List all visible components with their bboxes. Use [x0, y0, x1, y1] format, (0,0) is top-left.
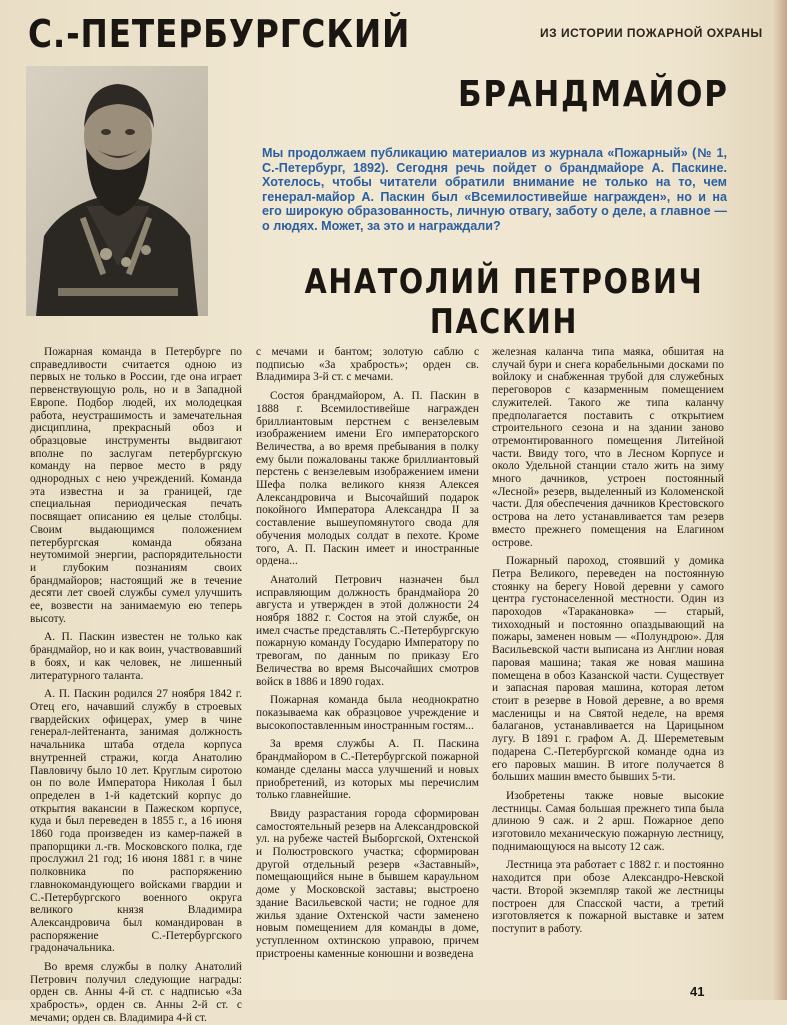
- paragraph: За время службы А. П. Паскина брандмайором в С.-Петербургской пожарной команде сделаны масса улучшений и новых приобретений, из которых мы перечислим только главнейшие.: [256, 738, 479, 802]
- section-label: ИЗ ИСТОРИИ ПОЖАРНОЙ ОХРАНЫ: [540, 26, 763, 40]
- paragraph: Пожарная команда была неоднократно показываема как образцовое учреждение и высокопоставленным иностранным гостям...: [256, 694, 479, 732]
- paragraph: А. П. Паскин родился 27 ноября 1842 г. Отец его, начавший службу в строевых гвардейских офицерах, умер в чине генерал-лейтенанта, занимая должность начальника штаба отдела корпуса внутренней стражи, когда Анатолию Павловичу было 10 лет. Круглым сиротою он по воле Императора Николая I был определен в 1-й кадетский корпус до открытия вакансии в Пажеском корпусе, куда и был переведен в 1855 г., а 16 июня 1860 года произведен из камер-пажей в прапорщики л.-гв. Московского полка, где прослужил 21 год; 16 июня 1881 г. в чине полковника по распоряжению главнокомандующего войсками гвардии и С.-Петербургского военного округа великого князя Владимира Александровича был командирован в распоряжение С.-Петербургского градоначальника.: [30, 688, 242, 955]
- paragraph: Лестница эта работает с 1882 г. и постоянно находится при обозе Александро-Невской части. Второй экземпляр такой же лестницы построен для Спасской части, а третий изготовляется к пожарной выставке и затем поступит в работу.: [492, 859, 724, 935]
- title-second: БРАНДМАЙОР: [458, 74, 729, 115]
- paragraph-continued: с мечами и бантом; золотую саблю с подписью «За храбрость»; орден св. Владимира 3-й ст. с мечами.: [256, 346, 479, 384]
- page-number: 41: [690, 984, 705, 999]
- paragraph: Изобретены также новые высокие лестницы. Самая большая прежнего типа была длиною 9 саж. и 2 арш. Пожарное депо изготовило механическую пожарную лестницу, поднимающуюся на высоту 12 саж.: [492, 789, 724, 853]
- portrait-illustration: [26, 66, 208, 316]
- text-column-1: [30, 346, 242, 1025]
- article-heading: [254, 262, 754, 342]
- lead-paragraph: Мы продолжаем публикацию материалов из журнала «Пожарный» (№ 1, С.-Петербург, 1892). Сегодня речь пойдет о брандмайоре А. Паскине. Хотелось, чтобы читатели обратили внимание не только на то, чем генерал-майор А. Паскин был «Всемилостивейше награжден», но и на его широкую образованность, личную отвагу, заботу о деле, а главное — о людях. Может, за это и награждали?: [262, 146, 727, 233]
- text-column-3: [492, 346, 724, 936]
- paragraph: Пожарная команда в Петербурге по справедливости считается одною из первых не только в России, где она играет первенствующую роль, но и в Западной Европе. Подбор людей, их молодецкая работа, неустрашимость и замечательная дисциплина, прекрасный обоз и образцовые инструменты выдвигают вполне по заслугам петербургскую команду на первое место в ряду однородных с нею учреждений. Команда эта известна и за границей, где специальная периодическая печать посвящает описанию ея целые столбцы. Своим выдающимся положением петербургская команда обязана неутомимой энергии, распорядительности и глубоким познаниям своих брандмайоров; настоящий же в течение десяти лет своей службы сумел улучшить ее, возвести на занимаемую ею теперь высоту.: [30, 346, 242, 625]
- heading-first-line: АНАТОЛИЙ ПЕТРОВИЧ: [304, 262, 704, 302]
- title-top: С.-ПЕТЕРБУРГСКИЙ: [28, 12, 411, 56]
- paragraph-continued: железная каланча типа маяка, обшитая на случай бури и снега корабельными досками по войлоку и снабженная трубой для служебных переговоров с казарменным помещением служителей. Такого же типа каланчу предполагается поставить с открытием строительного сезона и на здании заново отремонтированного помещения Литейной части. Ввиду того, что в Лесном Корпусе и около Удельной станции стало жить на зиму много дачников, устроен постоянный «Лесной» резерв, выделенный из Коломенской части. Для обеспечения дачников Крестовского острова на лето устанавливается там резерв вместо прежнего помещения на Елагином острове.: [492, 346, 724, 549]
- paragraph: Во время службы в полку Анатолий Петрович получил следующие награды: орден св. Анны 4-й ст. с надписью «За храбрость», орден св. Анны 2-й ст. с мечами; орден св. Владимира 4-й ст.: [30, 961, 242, 1024]
- text-column-2: [256, 346, 479, 960]
- page-edge: [773, 0, 787, 1000]
- paragraph: Пожарный пароход, стоявший у домика Петра Великого, переведен на постоянную стоянку на берегу Новой деревни у самого центра густонаселенной местности. Один из пароходов «Таракановка» — старый, тихоходный и постоянно опаздывающий на пожары, заменен новым — «Полундрою». Для Васильевской части выписана из Англии новая паровая машина; такая же новая машина помещена в обоз Казанской части. Существует и запасная паровая машина, которая летом стоит в резерве в Новой деревне, а во время масленицы и на Святой неделе, на время балаганов, устанавливается на Царицыном лугу. В 1891 г. графом А. Д. Шереметевым подарена С.-Петербургской команде одна из его паровых машин. В итоге получается 8 больших машин вместо бывших 5-ти.: [492, 555, 724, 784]
- portrait-photo: [26, 66, 208, 316]
- paragraph: А. П. Паскин известен не только как брандмайор, но и как воин, участвовавший в боях, и как человек, не лишенный литературного таланта.: [30, 631, 242, 682]
- paragraph: Состоя брандмайором, А. П. Паскин в 1888 г. Всемилостивейше награжден бриллиантовым перстнем с вензелевым изображением имени Его императорского Величества, а во время пребывания в полку ему были пожалованы также бриллиантовый перстень с вензелевым изображением имени Шефа полка великого князя Алексея Александровича и Высочайший подарок покойного Императора Александра II за составление вышеупомянутого свода для обучения молодых солдат в пехоте. Кроме того, А. П. Паскин имеет и иностранные ордена...: [256, 390, 479, 568]
- heading-second-line: ПАСКИН: [429, 302, 579, 342]
- paragraph: Анатолий Петрович назначен был исправляющим должность брандмайора 20 августа и утвержден в этой должности 24 ноября 1882 г. Состоя на этой службе, он имел счастье представлять С.-Петербургскую пожарную команду Государю Императору по тревогам, по данным по приказу Его Величества во время Высочайших смотров войск в 1886 и 1890 годах.: [256, 573, 479, 688]
- paragraph: Ввиду разрастания города сформирован самостоятельный резерв на Александровской ул. на рубеже частей Выборгской, Охтенской и Полюстровского участка; сформирован другой отдельный резерв «Заставный», помещающийся ныне в бывшем караульном доме у Московской заставы; выстроено здание Васильевской части; не годное для жилья здание Охтенской части заменено новым помещением для команды в доме, уступленном охтинскою управою, причем пристроены каменные конюшни и возведена: [256, 807, 479, 960]
